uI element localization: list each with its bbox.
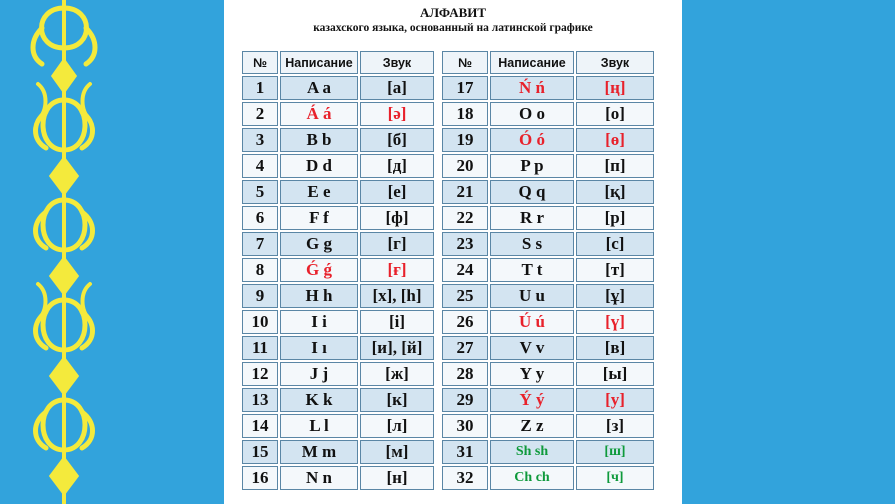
sound-cell: [б] <box>360 128 434 152</box>
num-cell: 5 <box>242 180 278 204</box>
letter-cell: Ý ý <box>490 388 574 412</box>
letter-cell: P p <box>490 154 574 178</box>
table-row <box>242 466 434 490</box>
num-cell: 6 <box>242 206 278 230</box>
sound-cell: [г] <box>360 232 434 256</box>
table-row <box>442 336 654 360</box>
num-cell: 15 <box>242 440 278 464</box>
table-row <box>242 102 434 126</box>
num-cell: 10 <box>242 310 278 334</box>
table-row <box>442 180 654 204</box>
sound-cell: [ң] <box>576 76 654 100</box>
table-row <box>442 362 654 386</box>
letter-cell: Ó ó <box>490 128 574 152</box>
letter-cell: T t <box>490 258 574 282</box>
letter-cell: U u <box>490 284 574 308</box>
num-cell: 24 <box>442 258 488 282</box>
table-header-row <box>242 51 434 74</box>
sound-cell: [ү] <box>576 310 654 334</box>
letter-cell: Ch ch <box>490 466 574 490</box>
letter-cell: K k <box>280 388 358 412</box>
letter-cell: R r <box>490 206 574 230</box>
letter-cell: I ı <box>280 336 358 360</box>
ornament-band <box>28 0 100 504</box>
table-row <box>442 466 654 490</box>
table-row <box>242 232 434 256</box>
sound-cell: [е] <box>360 180 434 204</box>
num-cell: 16 <box>242 466 278 490</box>
table-row <box>242 76 434 100</box>
num-cell: 8 <box>242 258 278 282</box>
letter-cell: E e <box>280 180 358 204</box>
table-row <box>442 154 654 178</box>
num-cell: 26 <box>442 310 488 334</box>
table-row <box>242 310 434 334</box>
num-cell: 30 <box>442 414 488 438</box>
page-title: АЛФАВИТ <box>419 5 487 20</box>
num-cell: 22 <box>442 206 488 230</box>
table-header-row <box>442 51 654 74</box>
table-row <box>442 102 654 126</box>
table-row <box>242 180 434 204</box>
num-cell: 23 <box>442 232 488 256</box>
letter-cell: S s <box>490 232 574 256</box>
letter-cell: Sh sh <box>490 440 574 464</box>
table-row <box>442 310 654 334</box>
num-cell: 1 <box>242 76 278 100</box>
letter-cell: V v <box>490 336 574 360</box>
table-row <box>442 232 654 256</box>
num-cell: 21 <box>442 180 488 204</box>
num-cell: 25 <box>442 284 488 308</box>
letter-cell: Ú ú <box>490 310 574 334</box>
sound-cell: [ғ] <box>360 258 434 282</box>
alphabet-table-right <box>440 49 656 492</box>
sound-cell: [л] <box>360 414 434 438</box>
ornament-pattern <box>33 0 95 504</box>
num-cell: 13 <box>242 388 278 412</box>
letter-cell: F f <box>280 206 358 230</box>
num-cell: 2 <box>242 102 278 126</box>
table-row <box>242 284 434 308</box>
letter-cell: Ǵ ǵ <box>280 258 358 282</box>
letter-cell: N n <box>280 466 358 490</box>
sound-cell: [і] <box>360 310 434 334</box>
letter-cell: A a <box>280 76 358 100</box>
sound-cell: [к] <box>360 388 434 412</box>
letter-cell: B b <box>280 128 358 152</box>
sound-cell: [қ] <box>576 180 654 204</box>
num-cell: 9 <box>242 284 278 308</box>
sound-cell: [и], [й] <box>360 336 434 360</box>
num-cell: 32 <box>442 466 488 490</box>
table-row <box>442 388 654 412</box>
sound-cell: [з] <box>576 414 654 438</box>
num-cell: 29 <box>442 388 488 412</box>
num-cell: 14 <box>242 414 278 438</box>
sound-cell: [у] <box>576 388 654 412</box>
sound-cell: [ш] <box>576 440 654 464</box>
num-cell: 28 <box>442 362 488 386</box>
sound-cell: [р] <box>576 206 654 230</box>
sound-cell: [ч] <box>576 466 654 490</box>
header-sound: Звук <box>360 51 434 74</box>
sound-cell: [а] <box>360 76 434 100</box>
table-row <box>242 336 434 360</box>
sound-cell: [ж] <box>360 362 434 386</box>
letter-cell: Q q <box>490 180 574 204</box>
table-row <box>242 414 434 438</box>
sound-cell: [х], [һ] <box>360 284 434 308</box>
sound-cell: [ә] <box>360 102 434 126</box>
table-row <box>242 258 434 282</box>
letter-cell: J j <box>280 362 358 386</box>
sound-cell: [м] <box>360 440 434 464</box>
table-row <box>442 258 654 282</box>
table-row <box>242 388 434 412</box>
num-cell: 17 <box>442 76 488 100</box>
letter-cell: D d <box>280 154 358 178</box>
num-cell: 19 <box>442 128 488 152</box>
table-row <box>442 284 654 308</box>
num-cell: 7 <box>242 232 278 256</box>
letter-cell: H h <box>280 284 358 308</box>
table-row <box>442 76 654 100</box>
table-row <box>242 154 434 178</box>
table-row <box>242 206 434 230</box>
sound-cell: [н] <box>360 466 434 490</box>
num-cell: 27 <box>442 336 488 360</box>
letter-cell: Ń ń <box>490 76 574 100</box>
sound-cell: [с] <box>576 232 654 256</box>
table-row <box>442 128 654 152</box>
num-cell: 3 <box>242 128 278 152</box>
letter-cell: I i <box>280 310 358 334</box>
alphabet-table-left <box>240 49 436 492</box>
sound-cell: [ы] <box>576 362 654 386</box>
table-row <box>242 128 434 152</box>
table-row <box>242 440 434 464</box>
header-sound: Звук <box>576 51 654 74</box>
letter-cell: Y y <box>490 362 574 386</box>
sound-cell: [ө] <box>576 128 654 152</box>
table-row <box>442 414 654 438</box>
letter-cell: L l <box>280 414 358 438</box>
letter-cell: O o <box>490 102 574 126</box>
table-row <box>242 362 434 386</box>
letter-cell: Z z <box>490 414 574 438</box>
sound-cell: [в] <box>576 336 654 360</box>
sound-cell: [д] <box>360 154 434 178</box>
sound-cell: [ұ] <box>576 284 654 308</box>
header-num: № <box>242 51 278 74</box>
num-cell: 11 <box>242 336 278 360</box>
letter-cell: G g <box>280 232 358 256</box>
header-num: № <box>442 51 488 74</box>
num-cell: 18 <box>442 102 488 126</box>
letter-cell: M m <box>280 440 358 464</box>
header-letter: Написание <box>280 51 358 74</box>
num-cell: 20 <box>442 154 488 178</box>
sound-cell: [ф] <box>360 206 434 230</box>
alphabet-sheet <box>224 0 682 504</box>
sound-cell: [о] <box>576 102 654 126</box>
sound-cell: [п] <box>576 154 654 178</box>
num-cell: 12 <box>242 362 278 386</box>
sound-cell: [т] <box>576 258 654 282</box>
letter-cell: Á á <box>280 102 358 126</box>
num-cell: 31 <box>442 440 488 464</box>
table-row <box>442 206 654 230</box>
page-subtitle: казахского языка, основанный на латинской графике <box>313 22 593 34</box>
num-cell: 4 <box>242 154 278 178</box>
table-row <box>442 440 654 464</box>
header-letter: Написание <box>490 51 574 74</box>
